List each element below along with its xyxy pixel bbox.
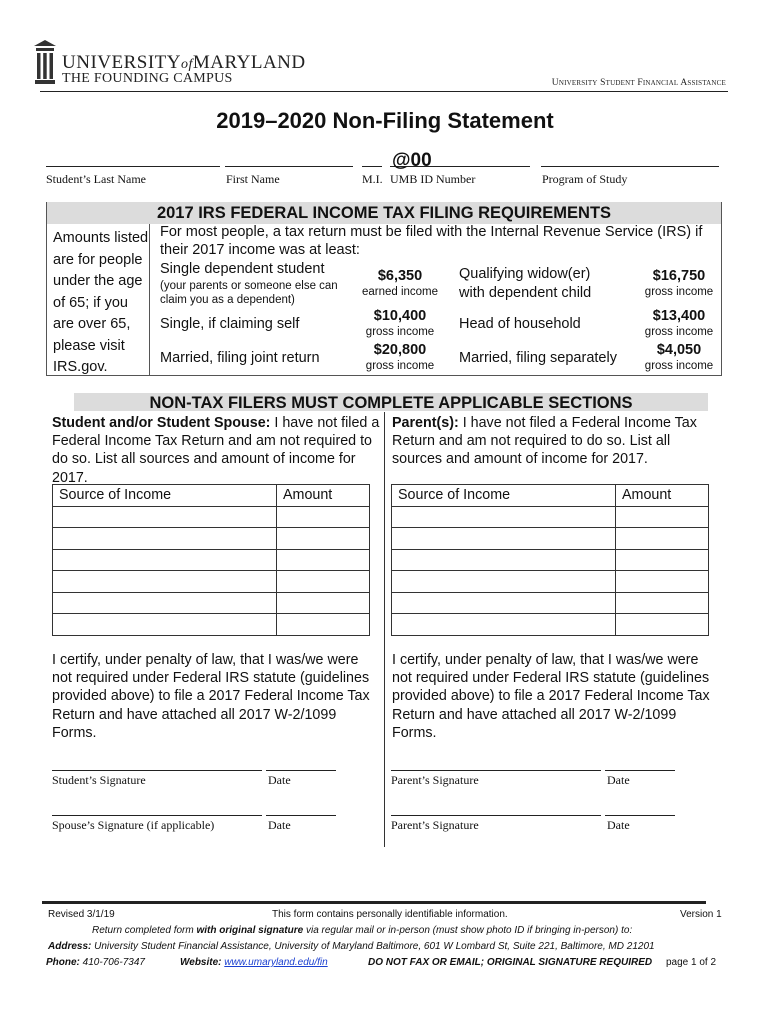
source-cell[interactable] xyxy=(53,614,277,636)
student-date-label: Date xyxy=(268,773,291,787)
amount-cell[interactable] xyxy=(277,506,370,528)
column-divider xyxy=(384,412,385,847)
source-cell[interactable] xyxy=(53,571,277,593)
first-name-label: First Name xyxy=(226,172,280,186)
mi-label: M.I. xyxy=(362,172,383,186)
program-field[interactable] xyxy=(541,166,719,167)
pii-notice: This form contains personally identifiable information. xyxy=(272,909,508,920)
parent1-date-line[interactable] xyxy=(605,770,675,771)
parent1-signature-label: Parent’s Signature xyxy=(391,773,479,787)
amount-header: Amount xyxy=(277,485,370,507)
source-cell[interactable] xyxy=(392,614,616,636)
req-left-sub-1: gross income xyxy=(365,326,435,338)
source-cell[interactable] xyxy=(392,506,616,528)
student-income-table xyxy=(52,484,370,636)
non-tax-heading: NON-TAX FILERS MUST COMPLETE APPLICABLE SECTIONS xyxy=(74,393,708,411)
req-left-sub-2: gross income xyxy=(365,360,435,372)
table-row[interactable] xyxy=(53,571,370,593)
table-row[interactable] xyxy=(392,592,709,614)
source-header: Source of Income xyxy=(392,485,616,507)
mi-field[interactable] xyxy=(362,166,382,167)
req-right-sub-0: gross income xyxy=(644,286,714,298)
spouse-signature-label: Spouse’s Signature (if applicable) xyxy=(52,818,215,832)
source-cell[interactable] xyxy=(53,528,277,550)
amount-cell[interactable] xyxy=(616,614,709,636)
amount-cell[interactable] xyxy=(616,528,709,550)
parent-income-table xyxy=(391,484,709,636)
last-name-label: Student’s Last Name xyxy=(46,172,146,186)
req-right-amount-0: $16,750 xyxy=(652,268,706,284)
student-date-line[interactable] xyxy=(266,770,336,771)
req-left-amount-0: $6,350 xyxy=(377,268,423,284)
amount-cell[interactable] xyxy=(277,614,370,636)
table-row[interactable] xyxy=(392,614,709,636)
req-right-sub-2: gross income xyxy=(644,360,714,372)
req-left-amount-1: $10,400 xyxy=(373,308,427,324)
table-row[interactable] xyxy=(392,549,709,571)
student-certification: I certify, under penalty of law, that I was/we were not required under Federal IRS statute (guidelines provided above) to file a 2017 Federal Income Tax Return and have attached all 2017 W-2/1099 Forms. xyxy=(52,652,370,741)
website-link[interactable]: www.umaryland.edu/fin xyxy=(224,957,328,968)
source-cell[interactable] xyxy=(392,549,616,571)
req-right-label-1: Head of household xyxy=(459,316,581,332)
source-cell[interactable] xyxy=(392,571,616,593)
header-divider xyxy=(40,91,728,92)
req-left-sub-0: earned income xyxy=(361,286,439,298)
source-cell[interactable] xyxy=(53,506,277,528)
logo-university-name: UNIVERSITYofMARYLAND xyxy=(62,52,306,73)
student-signature-label: Student’s Signature xyxy=(52,773,146,787)
amount-cell[interactable] xyxy=(277,571,370,593)
req-left-label-2: Married, filing joint return xyxy=(160,350,320,366)
req-right-sub-1: gross income xyxy=(644,326,714,338)
parent-certification: I certify, under penalty of law, that I was/we were not required under Federal IRS statute (guidelines provided above) to file a 2017 Federal Income Tax Return and have attached all 2017 W-2/1099 Forms. xyxy=(392,652,710,741)
return-instructions: Return completed form with original signature via regular mail or in-person (must show photo ID if bringing in-person) to: xyxy=(92,925,633,936)
parent2-date-label: Date xyxy=(607,818,630,832)
req-left-label-0: Single dependent student xyxy=(160,261,325,277)
requirements-intro: For most people, a tax return must be filed with the Internal Revenue Service (IRS) if their 2017 income was at least: xyxy=(160,224,703,258)
department-name: University Student Financial Assistance xyxy=(551,78,726,88)
no-fax-notice: DO NOT FAX OR EMAIL; ORIGINAL SIGNATURE REQUIRED xyxy=(368,957,653,968)
logo-campus-name: THE FOUNDING CAMPUS xyxy=(62,71,233,86)
program-label: Program of Study xyxy=(542,172,628,186)
req-right-amount-2: $4,050 xyxy=(656,342,702,358)
umb-id-value: @00 xyxy=(392,150,432,171)
revised-date: Revised 3/1/19 xyxy=(48,909,115,920)
spouse-date-line[interactable] xyxy=(266,815,336,816)
source-cell[interactable] xyxy=(392,528,616,550)
source-cell[interactable] xyxy=(53,592,277,614)
student-declaration: Student and/or Student Spouse: I have not filed a Federal Income Tax Return and am not required to do so. List all sources and amount of income for 2017. xyxy=(52,415,380,486)
req-right-label-0: Qualifying widow(er) with dependent child xyxy=(459,266,592,301)
parent1-signature-line[interactable] xyxy=(391,770,601,771)
amount-cell[interactable] xyxy=(277,549,370,571)
student-signature-line[interactable] xyxy=(52,770,262,771)
table-row[interactable] xyxy=(53,528,370,550)
source-header: Source of Income xyxy=(53,485,277,507)
table-row[interactable] xyxy=(392,571,709,593)
parent-declaration: Parent(s): I have not filed a Federal Income Tax Return and am not required to do so. List all sources and amount of income for 2017. xyxy=(392,415,697,468)
table-row[interactable] xyxy=(53,592,370,614)
table-row[interactable] xyxy=(53,549,370,571)
website-line: Website: www.umaryland.edu/fin xyxy=(180,957,328,968)
amount-cell[interactable] xyxy=(616,506,709,528)
table-row[interactable] xyxy=(53,506,370,528)
table-header-row xyxy=(53,485,370,507)
age-note: Amounts listed are for people under the age of 65; if you are over 65, please visit IRS.gov. xyxy=(53,230,149,375)
page-title: 2019–2020 Non-Filing Statement xyxy=(216,108,554,133)
amount-cell[interactable] xyxy=(616,571,709,593)
parent1-date-label: Date xyxy=(607,773,630,787)
last-name-field[interactable] xyxy=(46,166,220,167)
footer-divider xyxy=(42,901,706,904)
spouse-signature-line[interactable] xyxy=(52,815,262,816)
parent2-signature-label: Parent’s Signature xyxy=(391,818,479,832)
university-seal-icon xyxy=(34,40,56,86)
table-row[interactable] xyxy=(53,614,370,636)
amount-cell[interactable] xyxy=(277,528,370,550)
mailing-address: Address: University Student Financial Assistance, University of Maryland Baltimore, 601 W Lombard St, Suite 221, Baltimore, MD 21201 xyxy=(48,941,655,952)
req-right-label-2: Married, filing separately xyxy=(459,350,617,366)
source-cell[interactable] xyxy=(392,592,616,614)
amount-header: Amount xyxy=(616,485,709,507)
req-left-amount-2: $20,800 xyxy=(373,342,427,358)
parent2-date-line[interactable] xyxy=(605,815,675,816)
amount-cell[interactable] xyxy=(277,592,370,614)
requirements-heading: 2017 IRS FEDERAL INCOME TAX FILING REQUIREMENTS xyxy=(46,202,722,224)
table-row[interactable] xyxy=(392,528,709,550)
req-left-note-0: (your parents or someone else can claim you as a dependent) xyxy=(160,280,338,306)
spouse-date-label: Date xyxy=(268,818,291,832)
amount-cell[interactable] xyxy=(616,592,709,614)
source-cell[interactable] xyxy=(53,549,277,571)
version-label: Version 1 xyxy=(680,909,722,920)
req-left-label-1: Single, if claiming self xyxy=(160,316,300,332)
first-name-field[interactable] xyxy=(225,166,353,167)
page-number: page 1 of 2 xyxy=(666,957,717,968)
table-row[interactable] xyxy=(392,506,709,528)
req-right-amount-1: $13,400 xyxy=(652,308,706,324)
amount-cell[interactable] xyxy=(616,549,709,571)
table-header-row xyxy=(392,485,709,507)
parent2-signature-line[interactable] xyxy=(391,815,601,816)
umb-id-label: UMB ID Number xyxy=(390,172,476,186)
phone-line: Phone: 410-706-7347 xyxy=(46,957,145,968)
